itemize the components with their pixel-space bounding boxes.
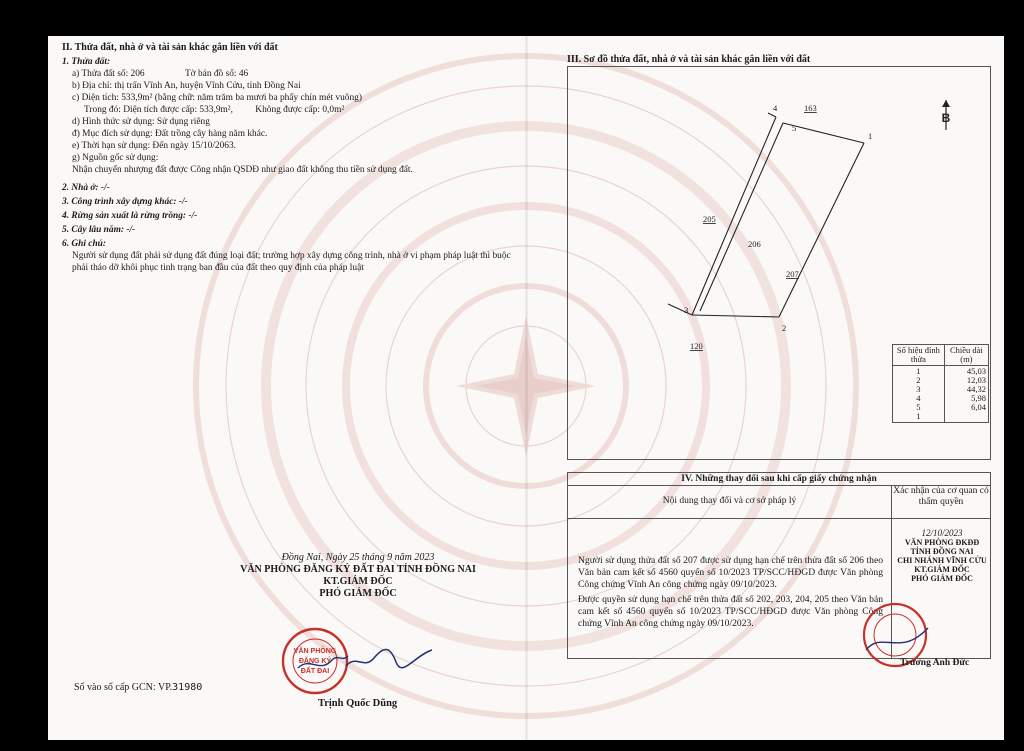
place-date: Đồng Nai, Ngày 25 tháng 9 năm 2023	[281, 552, 435, 563]
area-detail	[62, 104, 514, 116]
approver-name: Trương Anh Đức	[900, 658, 970, 668]
confirm-office-3: CHI NHÁNH VĨNH CỬU	[897, 556, 987, 565]
edge-length-table	[892, 344, 989, 423]
vertex-5: 5	[792, 123, 797, 133]
vertex-2: 2	[782, 323, 787, 333]
signer-name: Trịnh Quốc Dũng	[318, 698, 398, 709]
address: b) Địa chỉ: thị trấn Vĩnh An, huyện Vĩnh Cửu, tỉnh Đồng Nai	[72, 81, 301, 91]
construction: 3. Công trình xây dựng khác: -/-	[62, 197, 188, 207]
table-row: 12,03	[966, 375, 986, 385]
area-granted: Trong đó: Diện tích được cấp: 533,9m²,	[84, 105, 233, 115]
kt-director: KT.GIÁM ĐỐC	[323, 576, 393, 587]
parcel-line	[62, 68, 514, 80]
use-purpose: đ) Mục đích sử dụng: Đất trồng cây hàng năm khác.	[72, 129, 268, 139]
use-term: e) Thời hạn sử dụng: Đến ngày 15/10/2063.	[72, 141, 237, 151]
changes-col-content: Nội dung thay đổi và cơ sở pháp lý	[568, 486, 892, 519]
confirm-deputy: PHÓ GIÁM ĐỐC	[911, 574, 973, 583]
table-row: 5,98	[971, 393, 986, 403]
table-row: 1	[916, 366, 921, 376]
issuing-office: VĂN PHÒNG ĐĂNG KÝ ĐẤT ĐAI TỈNH ĐỒNG NAI	[240, 564, 476, 575]
table-cell-vertices	[893, 366, 945, 423]
seal-text-bottom: ĐẤT ĐAI	[300, 668, 330, 675]
house: 2. Nhà ở: -/-	[62, 183, 110, 193]
changes-content	[578, 555, 883, 633]
map-sheet: Tờ bản đồ số: 46	[184, 69, 249, 79]
confirm-office-1: VĂN PHÒNG ĐKĐĐ	[904, 538, 980, 547]
notes-text: Người sử dụng đất phải sử dụng đất đúng loại đất; trường hợp xây dựng công trình, nhà ở vi phạm pháp luật thì buộc phải tháo dỡ khôi phục tình trạng ban đầu của đất theo quy định của pháp luật	[72, 251, 511, 273]
table-row: 44,32	[966, 384, 986, 394]
serial-value: 31980	[172, 682, 203, 693]
handwritten-signature	[344, 636, 434, 676]
seal-text-mid: ĐĂNG KÝ	[298, 658, 332, 665]
area-not-granted: Không được cấp: 0,0m²	[255, 105, 345, 115]
label-207: 207	[786, 269, 799, 279]
table-row	[947, 412, 986, 421]
label-120: 120	[690, 341, 703, 351]
boundary-1-2	[779, 143, 864, 317]
change-paragraph-1: Người sử dụng thửa đất số 207 được sử dụng hạn chế trên thửa đất số 206 theo Văn bản cam kết số 4560 quyển số 10/2023 TP/SCC/HĐGD được Văn phòng Công chứng Vĩnh An công chứng ngày 09/10/2023.	[578, 555, 883, 590]
vertex-1: 1	[868, 131, 873, 141]
table-cell-lengths	[944, 366, 988, 423]
confirm-date: 12/10/2023	[921, 528, 963, 538]
boundary-3-2	[692, 315, 779, 317]
neighbor-line-top	[768, 113, 776, 117]
table-row: 2	[916, 375, 921, 385]
parcel-number: a) Thửa đất số: 206	[72, 69, 145, 79]
table-row: 4	[916, 393, 921, 403]
perennial: 5. Cây lâu năm: -/-	[62, 225, 136, 235]
origin-text: Nhận chuyển nhượng đất được Công nhận QSDĐ như giao đất không thu tiền sử dụng đất.	[72, 165, 413, 175]
land-title: 1. Thửa đất:	[62, 57, 111, 67]
label-206: 206	[748, 239, 761, 249]
office-seal	[280, 626, 350, 696]
changes-col-confirm	[892, 486, 990, 519]
vertex-4: 4	[773, 103, 778, 113]
neighbor-line	[668, 304, 692, 315]
section-heading: II. Thửa đất, nhà ở và tài sản khác gắn liền với đất	[62, 42, 278, 53]
table-row: 1	[916, 411, 921, 421]
notes-title: 6. Ghi chú:	[62, 239, 107, 249]
area: c) Diện tích: 533,9m² (bằng chữ: năm trăm ba mươi ba phẩy chín mét vuông)	[72, 93, 362, 103]
confirm-office-2: TỈNH ĐỒNG NAI	[910, 547, 974, 556]
confirm-kt: KT.GIÁM ĐỐC	[914, 565, 970, 574]
north-label: B	[941, 111, 951, 125]
seal-text-top: VĂN PHÒNG	[293, 648, 337, 655]
label-163: 163	[804, 103, 817, 113]
signature-block	[213, 552, 503, 600]
table-row: 3	[916, 384, 921, 394]
label-205: 205	[703, 214, 716, 224]
deputy-director: PHÓ GIÁM ĐỐC	[319, 588, 397, 599]
vertex-3: 3	[684, 305, 689, 315]
table-row: 6,04	[971, 402, 986, 412]
changes-col-confirm-label: Xác nhận của cơ quan có thẩm quyền	[893, 486, 989, 507]
changes-title: IV. Những thay đổi sau khi cấp giấy chứng nhận	[568, 473, 990, 486]
table-header-length: Chiều dài (m)	[944, 345, 988, 366]
diagram-title: III. Sơ đồ thửa đất, nhà ở và tài sản khác gắn liền với đất	[567, 54, 811, 65]
confirmation-block	[896, 529, 988, 583]
land-info-section	[62, 42, 514, 274]
table-row: 5	[916, 402, 921, 412]
use-form: d) Hình thức sử dụng: Sử dụng riêng	[72, 117, 210, 127]
table-row: 45,03	[966, 366, 986, 376]
change-paragraph-2: Được quyền sử dụng hạn chế trên thửa đất số 202, 203, 204, 205 theo Văn bản cam kết số 4560 quyển số 10/2023 TP/SCC/HĐGD được Văn phòng Công chứng Vĩnh An công chứng ngày 09/10/2023.	[578, 594, 883, 629]
table-header-vertex: Số hiệu đỉnh thửa	[893, 345, 945, 366]
origin: g) Nguồn gốc sử dụng:	[72, 153, 159, 163]
serial-label: Số vào sổ cấp GCN: VP.	[74, 682, 173, 693]
north-arrow-icon	[940, 100, 952, 130]
page-fold	[525, 36, 528, 740]
certificate-page	[48, 36, 1004, 740]
forest: 4. Rừng sản xuất là rừng trồng: -/-	[62, 211, 198, 221]
serial-number	[74, 682, 202, 693]
